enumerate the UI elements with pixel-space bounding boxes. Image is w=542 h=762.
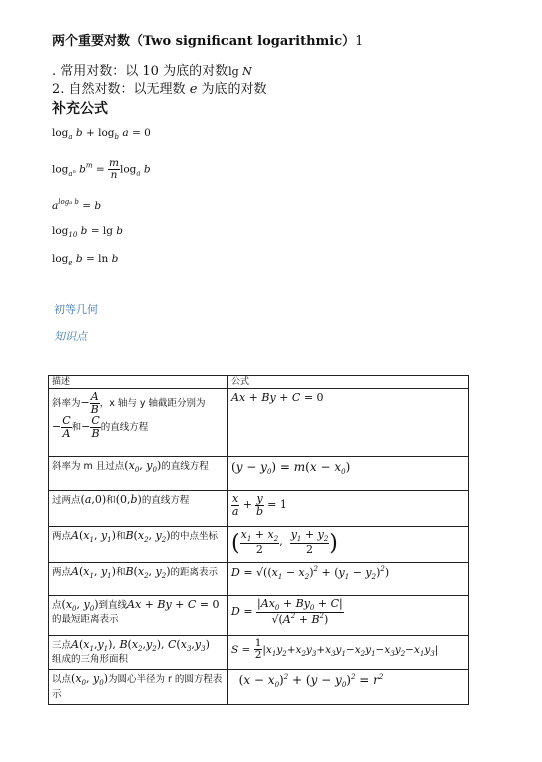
row-formula: S = $\frac{1}{2}$ $|x_1y_2+x_2y_3+x_3y_1-x_2y_1-x_3y_2-x_1y_3|$ <box>228 636 469 670</box>
formula-log-power: $\log_{a^n} b^m$ = $\frac{m}{n}$ $\log_a b$ <box>52 157 151 182</box>
table-row <box>49 596 469 636</box>
supplement-heading: 补充公式 <box>52 101 108 117</box>
formula-exp-log: $a^{loga b} = b$ <box>52 198 102 212</box>
item2-prefix: 2. 自然对数：以无理数 <box>52 82 186 97</box>
row-description: 两点$A(x_1$, $y_1$)和$B(x_2$, $y_2$)的距离表示 <box>49 563 228 596</box>
item1-text: . 常用对数：以 10 为底的对数 <box>52 64 229 79</box>
list-item-common-log <box>52 60 252 79</box>
row-description: 过两点(a,0)和(0,b)的直线方程 <box>49 491 228 527</box>
row-formula: ( $\frac{x_1 + x_2}{2}$ , $\frac{y_1 + y_2}{2}$ ) <box>228 527 469 563</box>
item2-math: e <box>189 82 198 97</box>
formula-table <box>48 375 469 705</box>
header-description: 描述 <box>49 376 228 389</box>
row-description: 斜率为 m 且过点($x_0$, $y_0$)的直线方程 <box>49 457 228 491</box>
table-row <box>49 670 469 704</box>
title-cn: 两个重要对数（ <box>52 34 144 49</box>
row-description: 以点($x_0$, $y_0$)为圆心半径为 r 的圆方程表示 <box>49 670 228 704</box>
title-number: 1 <box>355 34 364 49</box>
row-description: 两点$A(x_1$, $y_1$)和$B(x_2$, $y_2$)的中点坐标 <box>49 527 228 563</box>
row-description: 三点$A(x_1,y_1)$, $B(x_2,y_2)$, $C(x_3,y_3)$ 组成的三角形面积 <box>49 636 228 670</box>
formula-lg: $\log_{10} b = \lg b$ <box>52 225 124 239</box>
item1-math: lg N <box>228 65 252 78</box>
row-formula: $(x - x_0)^2 + (y - y_0)^2 = r^2$ <box>228 670 469 704</box>
subsection-title: 知识点 <box>54 330 87 343</box>
header-formula: 公式 <box>228 376 469 389</box>
table-header-row <box>49 376 469 389</box>
formula-log-reciprocal: $\log_a b + \log_b a = 0$ <box>52 127 151 141</box>
list-item-natural-log <box>52 78 267 97</box>
item2-suffix: 为底的对数 <box>201 82 267 97</box>
page-title <box>52 30 363 49</box>
section-title: 初等几何 <box>54 303 98 316</box>
table-row <box>49 563 469 596</box>
row-formula: $(y - y_0) = m(x - x_0)$ <box>228 457 469 491</box>
row-formula: $D = √((x_1 - x_2)^2 + (y_1 - y_2)^2)$ <box>228 563 469 596</box>
row-formula: Ax + By + C = 0 <box>228 389 469 457</box>
table-row <box>49 457 469 491</box>
formula-ln: $\log_e b = \ln b$ <box>52 253 119 267</box>
title-close: ） <box>342 34 356 49</box>
table-row <box>49 527 469 563</box>
table-row <box>49 491 469 527</box>
row-description: 斜率为− $\frac{A}{B}$ ，x 轴与 y 轴截距分别为 − $\frac{C}{A}$ 和− $\frac{C}{B}$ 的直线方程 <box>49 389 228 457</box>
table-row <box>49 389 469 457</box>
table-row <box>49 636 469 670</box>
row-formula: $\frac{x}{a}$ + $\frac{y}{b}$ = 1 <box>228 491 469 527</box>
row-description: 点($x_0$, $y_0$)到直线Ax + By + C = 0 的最短距离表示 <box>49 596 228 636</box>
row-formula: D = $\frac{|Ax_0 + By_0 + C|}{√(A^2 + B^2)}$ <box>228 596 469 636</box>
title-en: Two significant logarithmic <box>143 34 343 49</box>
